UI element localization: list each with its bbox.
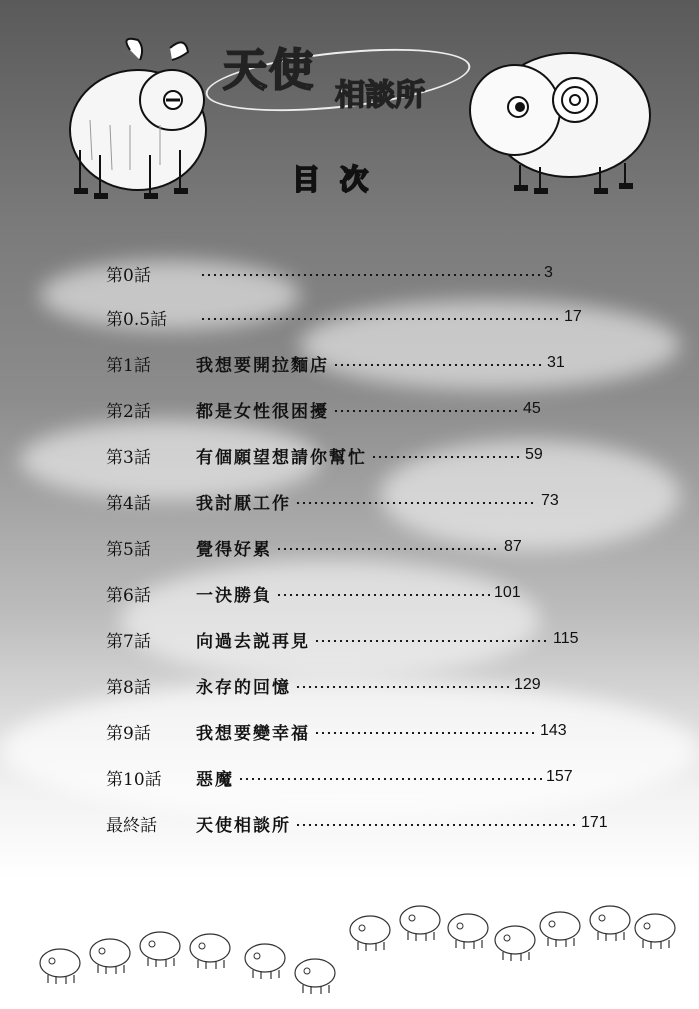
mini-sheep-icon <box>295 959 335 994</box>
chapter-number: 最終話 <box>106 815 157 836</box>
chapter-number: 第0.5話 <box>106 309 168 330</box>
toc-row[interactable] <box>106 302 582 332</box>
leader-dots <box>200 274 540 276</box>
chapter-title: 我想要變幸福 <box>196 723 310 744</box>
title-logo <box>205 28 475 113</box>
ram-icon <box>460 35 655 200</box>
page-number: 87 <box>504 538 522 555</box>
leader-dots <box>314 732 536 734</box>
chapter-number: 第10話 <box>106 769 162 790</box>
page-number: 101 <box>494 584 521 601</box>
mini-sheep-icon <box>495 926 535 961</box>
toc-row[interactable] <box>106 486 559 516</box>
page-number: 73 <box>541 492 559 509</box>
leader-dots <box>238 778 542 780</box>
chapter-title: 永存的回憶 <box>196 677 291 698</box>
page-number: 3 <box>544 264 553 281</box>
chapter-title: 我討厭工作 <box>196 493 291 514</box>
page-number: 171 <box>581 814 608 831</box>
leader-dots <box>295 502 537 504</box>
toc-row[interactable] <box>106 440 543 470</box>
leader-dots <box>200 318 560 320</box>
chapter-number: 第2話 <box>106 401 151 422</box>
mini-sheep-icon <box>245 944 285 979</box>
mini-sheep-icon <box>635 914 675 949</box>
page-number: 59 <box>525 446 543 463</box>
sheep-parade-icon <box>30 890 680 1000</box>
toc-row[interactable] <box>106 808 608 838</box>
toc-row[interactable] <box>106 348 565 378</box>
chapter-number: 第8話 <box>106 677 151 698</box>
leader-dots <box>371 456 521 458</box>
page-number: 143 <box>540 722 567 739</box>
chapter-title: 惡魔 <box>196 769 234 790</box>
toc-row[interactable] <box>106 762 573 792</box>
chapter-title: 有個願望想請你幫忙 <box>196 447 367 468</box>
title-main: 天使 <box>223 45 315 96</box>
chapter-number: 第0話 <box>106 265 151 286</box>
chapter-number: 第3話 <box>106 447 151 468</box>
mini-sheep-icon <box>190 934 230 969</box>
toc-row[interactable] <box>106 670 541 700</box>
title-sub: 相談所 <box>335 78 425 113</box>
leader-dots <box>295 824 577 826</box>
chapter-title: 天使相談所 <box>196 815 291 836</box>
mini-sheep-icon <box>590 906 630 941</box>
mini-sheep-icon <box>40 949 80 984</box>
mini-sheep-icon <box>350 916 390 951</box>
chapter-number: 第6話 <box>106 585 151 606</box>
chapter-number: 第1話 <box>106 355 151 376</box>
chapter-title: 一決勝負 <box>196 585 272 606</box>
leader-dots <box>314 640 549 642</box>
chapter-title: 我想要開拉麵店 <box>196 355 329 376</box>
mini-sheep-icon <box>540 912 580 947</box>
chapter-title: 都是女性很困擾 <box>196 401 329 422</box>
chapter-number: 第9話 <box>106 723 151 744</box>
goat-icon <box>60 30 220 205</box>
chapter-number: 第4話 <box>106 493 151 514</box>
leader-dots <box>276 594 490 596</box>
toc-row[interactable] <box>106 394 541 424</box>
leader-dots <box>276 548 500 550</box>
mini-sheep-icon <box>448 914 488 949</box>
chapter-number: 第7話 <box>106 631 151 652</box>
page-number: 157 <box>546 768 573 785</box>
mini-sheep-icon <box>90 939 130 974</box>
chapter-title: 向過去説再見 <box>196 631 310 652</box>
page-number: 17 <box>564 308 582 325</box>
page-number: 115 <box>553 630 579 647</box>
mini-sheep-icon <box>400 906 440 941</box>
toc-row[interactable] <box>106 532 522 562</box>
chapter-number: 第5話 <box>106 539 151 560</box>
leader-dots <box>295 686 510 688</box>
toc-row[interactable] <box>106 578 521 608</box>
toc-row[interactable] <box>106 716 567 746</box>
toc-row[interactable] <box>106 258 553 288</box>
toc-heading: 目次 <box>292 163 389 196</box>
mini-sheep-icon <box>140 932 180 967</box>
toc-row[interactable] <box>106 624 579 654</box>
leader-dots <box>333 410 519 412</box>
leader-dots <box>333 364 543 366</box>
chapter-title: 覺得好累 <box>196 539 272 560</box>
page-number: 129 <box>514 676 541 693</box>
page-number: 31 <box>547 354 565 371</box>
page-number: 45 <box>523 400 541 417</box>
